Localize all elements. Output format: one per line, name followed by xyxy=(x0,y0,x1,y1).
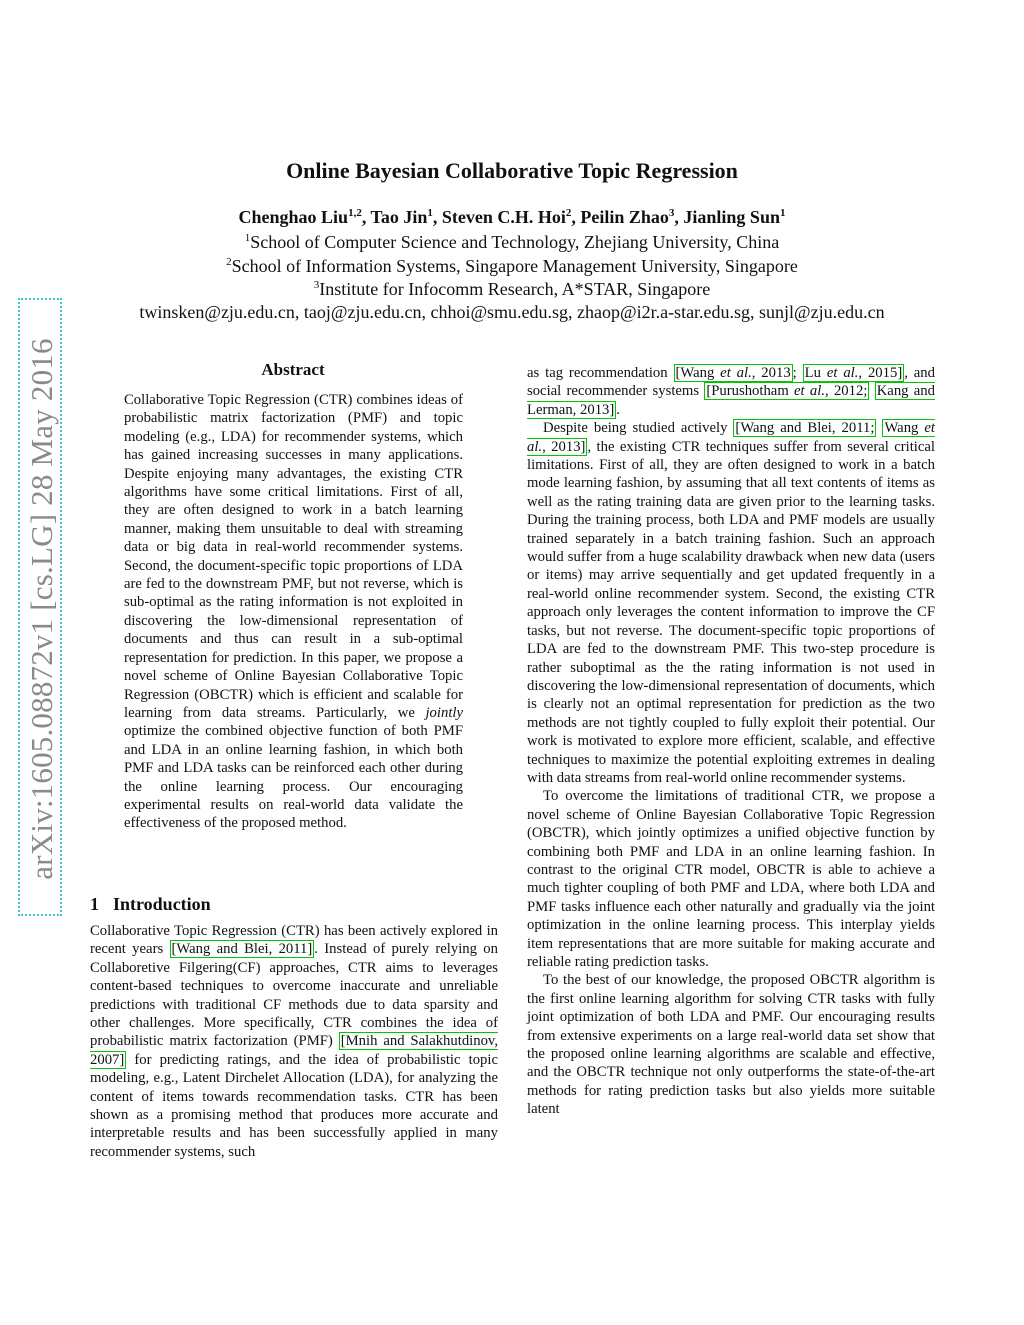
paper-title: Online Bayesian Collaborative Topic Regression xyxy=(286,158,738,183)
author-name: Chenghao Liu xyxy=(238,207,349,227)
author-separator: , xyxy=(432,207,442,227)
author-affiliation-mark: 1 xyxy=(779,207,786,219)
citation-year: , 2013 xyxy=(751,365,791,381)
section-number: 1 xyxy=(90,894,99,914)
section-title: Introduction xyxy=(113,894,211,914)
citation-link[interactable] xyxy=(803,364,905,382)
abstract-text: optimize the combined objective function of both PMF and LDA in an online learning fashion, in which both PMF and LDA tasks can be reinforced each other during the online learning process. Our encouraging experimental results on real-world data validate the effectiveness of the proposed method. xyxy=(124,723,463,832)
affiliation-3 xyxy=(0,279,1024,300)
citation-link[interactable] xyxy=(704,382,869,400)
intro-text: for predicting ratings, and the idea of probabilistic topic modeling, e.g., Latent Dirchelet Allocation (LDA), for analyzing the content of items towards recommendation tasks. CTR has been shown as a promising method that produces more accurate and interpretable results and has been successfully applied in many recommender systems, such xyxy=(90,1051,498,1160)
author-separator: , xyxy=(571,207,581,227)
citation-link[interactable]: [Wang and Blei, 2011] xyxy=(171,941,313,958)
citation-text: Wang xyxy=(884,420,925,437)
abstract-text: Collaborative Topic Regression (CTR) combines ideas of probabilistic matrix factorization (PMF) and topic modeling (e.g., LDA) for recommender systems, which has gained increasing successes in many applications. Despite enjoying many advantages, the existing CTR algorithms have some critical limitations. First of all, they are often designed to work in a batch learning manner, making them unsuitable to deal with streaming data or big data in real-world recommender systems. Second, the document-specific topic proportions of LDA are fed to the downstream PMF, but not reverse, which is sub-optimal as the rating information is not exploited in discovering the low-dimensional representation of documents and thus can result in a sub-optimal representation for prediction. In this paper, we propose a novel scheme of Online Bayesian Collaborative Topic Regression (OBCTR) which is efficient and scalable for learning from data streams. Particularly, we xyxy=(124,392,463,721)
citation-year: , 2015] xyxy=(858,365,903,381)
affiliation-text: School of Computer Science and Technology, Zhejiang University, China xyxy=(250,232,780,252)
citation-link[interactable]: Kang and Lerman, 2013] xyxy=(527,383,935,418)
intro-text: . Instead of purely relying on Collaboretive Filgering(CF) approaches, CTR aims to leverages content-based techniques to overcome inaccurate and unreliable predictions with traditional CF methods due to data sparsity and other challenges. More specifically, CTR combines the idea of probabilistic matrix factorization (PMF) xyxy=(90,941,498,1050)
citation-text: Lu xyxy=(804,365,827,381)
body-paragraph: To the best of our knowledge, the proposed OBCTR algorithm is the first online learning algorithm for solving CTR tasks with fully joint optimization of both LDA and PMF. Our encouraging results from extensive experiments on a large real-world data set show that the proposed online learning algorithms are scalable and effective, and the OBCTR technique not only outperforms the state-of-the-art methods for rating prediction tasks but also yields more suitable latent xyxy=(527,972,935,1118)
body-text: . xyxy=(616,401,620,418)
section-heading-introduction xyxy=(90,894,211,915)
body-text: , and social recommender systems xyxy=(527,365,935,400)
author-affiliation-mark: 1,2 xyxy=(348,207,362,219)
abstract-heading: Abstract xyxy=(261,360,325,379)
intro-text: Collaborative Topic Regression (CTR) has been actively explored in recent years xyxy=(90,923,498,958)
author-affiliation-mark: 3 xyxy=(668,207,675,219)
abstract-emphasis: jointly xyxy=(425,704,463,721)
affiliation-mark: 3 xyxy=(313,279,320,291)
author-list xyxy=(0,207,1024,228)
citation-etal: et al. xyxy=(826,365,859,381)
body-text: as tag recommendation xyxy=(527,365,674,381)
affiliation-text: Institute for Infocomm Research, A*STAR, Singapore xyxy=(319,279,711,299)
author-name: Jianling Sun xyxy=(683,207,780,227)
citation-text: [Purushotham xyxy=(706,383,795,400)
affiliation-mark: 2 xyxy=(226,256,232,268)
author-affiliation-mark: 1 xyxy=(427,207,433,219)
citation-separator xyxy=(869,383,874,399)
citation-year: , 2013] xyxy=(542,438,586,455)
affiliation-text: School of Information Systems, Singapore Management University, Singapore xyxy=(231,256,798,276)
affiliation-1 xyxy=(0,232,1024,253)
body-text: Despite being studied actively xyxy=(543,420,734,437)
citation-link[interactable] xyxy=(674,364,793,382)
abstract-body xyxy=(124,391,463,833)
body-text: , the existing CTR techniques suffer from several critical limitations. First of all, they are often designed to work in a batch mode learning fashion, by assuming that all text contents of items as well as the rating training data are given prior to the learning tasks. During the training process, both LDA and PMF models are usually trained separately in a batch training fashion. Such an approach would suffer from a huge scalability drawback when new data (users or items) may arrive sequentially and get updated frequently in a real-world online recommender system. Second, the existing CTR approach only leverages the content information to improve the CF tasks, but not reverse. The document-specific topic proportions of LDA are fed to the downstream PMF. This two-step procedure is rather suboptimal as the the rating information is not used in discovering the low-dimensional representation of documents, which is clearly not an optimal representation for prediction as the two methods are not tightly coupled to fully exploit their potential. Our work is motivated to explore more efficient, scalable, and effective techniques to maximize the potential exploiting extremes in dealing with data streams from real-world online recommender systems. xyxy=(527,438,935,786)
author-separator: , xyxy=(674,207,684,227)
arxiv-stamp xyxy=(22,309,62,909)
citation-separator: ; xyxy=(792,365,803,381)
citation-year: , 2012; xyxy=(825,383,868,400)
affiliation-mark: 1 xyxy=(244,232,251,244)
author-emails: twinsken@zju.edu.cn, taoj@zju.edu.cn, chhoi@smu.edu.sg, zhaop@i2r.a-star.edu.sg, sunjl@zju.edu.cn xyxy=(139,302,885,322)
citation-etal: et al. xyxy=(527,420,935,455)
author-name: Tao Jin xyxy=(370,207,428,227)
citation-link[interactable]: [Wang and Blei, 2011; xyxy=(735,420,875,437)
citation-link[interactable]: [Mnih and Salakhutdinov, 2007] xyxy=(90,1033,498,1068)
citation-text: [Wang xyxy=(675,365,721,381)
author-name: Peilin Zhao xyxy=(580,207,669,227)
right-column-body xyxy=(527,364,935,1119)
affiliation-2 xyxy=(0,256,1024,277)
body-paragraph: To overcome the limitations of traditional CTR, we propose a novel scheme of Online Bayesian Collaborative Topic Regression (OBCTR), which jointly optimizes a unified objective function by combining both PMF and LDA in an online learning fashion. In contrast to the original CTR model, OBCTR is able to achieve a much tighter coupling of both PMF and LDA, where both LDA and PMF tasks influence each other naturally and gradually via the joint optimization in the online learning process. This interplay yields item representations that are more suitable for making accurate and reliable rating prediction tasks. xyxy=(527,788,935,970)
author-separator: , xyxy=(361,207,371,227)
author-name: Steven C.H. Hoi xyxy=(441,207,566,227)
citation-etal: et al. xyxy=(794,383,826,400)
arxiv-id: arXiv:1605.08872v1 [cs.LG] 28 May 2016 xyxy=(24,338,59,880)
introduction-body xyxy=(90,922,498,1161)
citation-etal: et al. xyxy=(720,365,752,381)
author-affiliation-mark: 2 xyxy=(565,207,572,219)
